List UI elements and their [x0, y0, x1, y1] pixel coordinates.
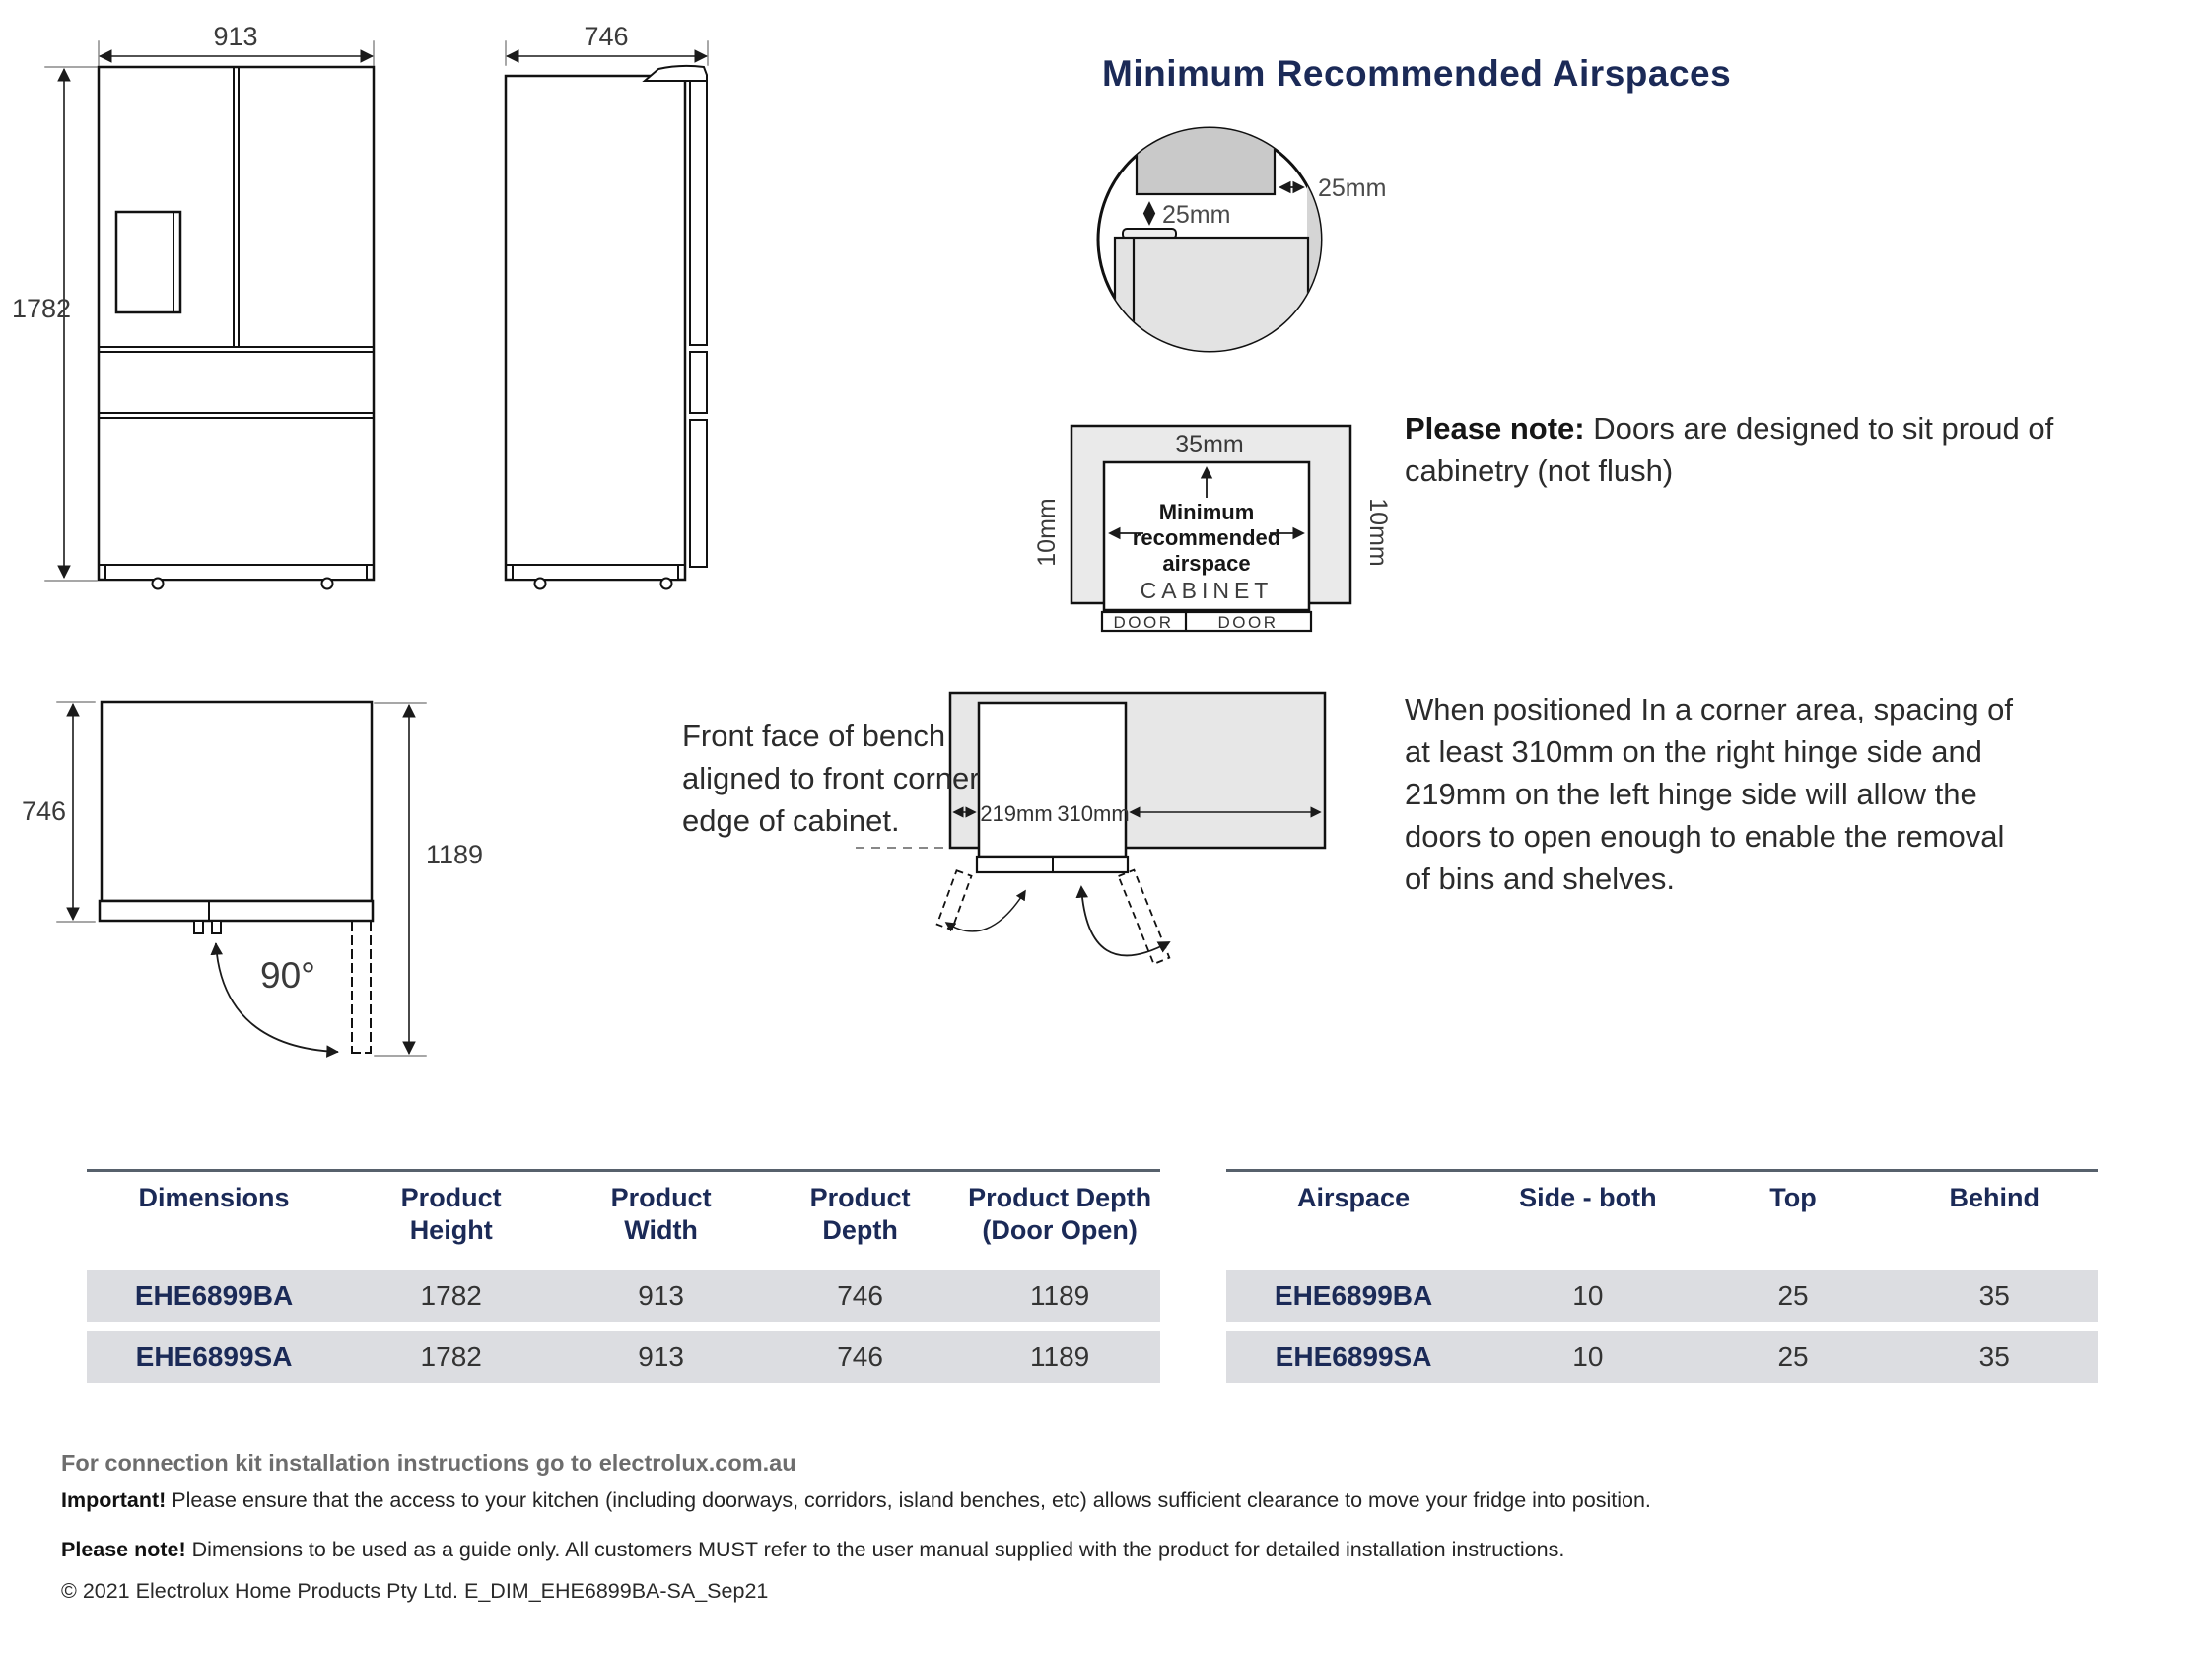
airspace-circle-diagram [1098, 110, 1386, 364]
side-cell: 10 [1572, 1341, 1604, 1372]
door-top-cap [645, 66, 707, 81]
front-width-label: 913 [213, 22, 258, 51]
dimensions-table-rows [87, 1270, 1160, 1383]
airspace-table [1226, 1169, 2098, 1392]
top-cell: 25 [1777, 1279, 1809, 1311]
foot [322, 579, 333, 589]
airspace-table-rows [1226, 1270, 2098, 1383]
right-door-swing-arc [1081, 887, 1169, 955]
side-gap-label: 25mm [1318, 174, 1387, 202]
guide-note-label: Please note! [61, 1538, 186, 1561]
model-cell: EHE6899BA [1274, 1279, 1433, 1311]
foot [153, 579, 164, 589]
model-cell: EHE6899BA [134, 1279, 294, 1311]
open-depth-label: 1189 [426, 840, 484, 869]
col-header-product-depth [761, 1182, 959, 1247]
behind-cell: 35 [1978, 1279, 2010, 1311]
vertical-gap-label: 25mm [1162, 201, 1231, 229]
header-label: Top [1769, 1183, 1817, 1212]
airspace-text-line1: Minimum [1158, 500, 1255, 524]
door-handle [194, 921, 203, 933]
airspace-table-header [1226, 1172, 2098, 1247]
height-cell: 1782 [420, 1341, 482, 1372]
top-view-body [102, 702, 372, 901]
left-hinge-gap-label: 219mm [980, 801, 1053, 826]
col-header-product-width [561, 1182, 761, 1247]
depth-cell: 746 [837, 1279, 883, 1311]
door-angle-label: 90° [260, 955, 315, 996]
door-handle [212, 921, 221, 933]
fridge-body-section [1115, 238, 1308, 364]
header-label: Product Depth (Door Open) [968, 1183, 1152, 1245]
door-label-left: DOOR [1113, 613, 1174, 632]
doors-proud-note [1405, 407, 2055, 492]
col-header-product-height [341, 1182, 561, 1247]
guide-note-text: Dimensions to be used as a guide only. All customers MUST refer to the user manual supplied with the product for detailed installation instructions. [185, 1538, 1565, 1561]
col-header-dimensions [87, 1182, 341, 1247]
col-header-product-depth-door-open [959, 1182, 1160, 1247]
fridge-front-view [12, 22, 374, 589]
important-text: Please ensure that the access to your kitchen (including doorways, corridors, island benches, etc) allows sufficient clearance to move your fridge into position. [166, 1488, 1651, 1512]
circle-contents [1115, 110, 1346, 364]
fridge-front-outline [99, 67, 374, 580]
header-label: Product Height [400, 1183, 502, 1245]
right-gap-label: 10mm [1364, 498, 1392, 567]
side-door-panel [690, 81, 707, 345]
side-drawer-panel [690, 420, 707, 567]
top-cell: 25 [1777, 1341, 1809, 1372]
airspace-text-line2: recommended [1132, 525, 1281, 550]
col-header-top [1695, 1182, 1892, 1247]
behind-cell: 35 [1978, 1341, 2010, 1372]
airspace-text-line3: airspace [1162, 551, 1251, 576]
header-label: Product Width [610, 1183, 712, 1245]
front-height-label: 1782 [12, 294, 72, 323]
header-label: Airspace [1297, 1183, 1411, 1212]
guide-note [61, 1538, 2141, 1562]
doors-note-label: Please note: [1405, 411, 1585, 446]
side-drawer-panel [690, 352, 707, 413]
cabinet-airspace-diagram [1033, 426, 1392, 632]
important-note [61, 1488, 2141, 1513]
header-label: Dimensions [138, 1183, 290, 1212]
depth-open-cell: 1189 [1030, 1341, 1090, 1372]
copyright-line: © 2021 Electrolux Home Products Pty Ltd. E_DIM_EHE6899BA-SA_Sep21 [61, 1579, 769, 1603]
table-row [1226, 1270, 2098, 1322]
width-cell: 913 [638, 1341, 684, 1372]
model-cell: EHE6899SA [135, 1341, 293, 1372]
header-label: Side - both [1519, 1183, 1657, 1212]
right-hinge-gap-label: 310mm [1057, 801, 1130, 826]
door-label-right: DOOR [1217, 613, 1279, 632]
depth-open-cell: 1189 [1030, 1279, 1090, 1311]
page-title: Minimum Recommended Airspaces [1102, 53, 1732, 94]
table-row [1226, 1331, 2098, 1383]
col-header-behind [1891, 1182, 2098, 1247]
top-view-doors [100, 901, 373, 921]
left-gap-label: 10mm [1033, 498, 1061, 567]
ice-water-dispenser [116, 212, 180, 312]
height-cell: 1782 [420, 1279, 482, 1311]
col-header-airspace [1226, 1182, 1481, 1247]
cabinet-label: CABINET [1140, 578, 1274, 603]
plinth [513, 565, 678, 580]
doors-note-text: Doors are designed to sit proud of cabinetry (not flush) [1405, 411, 2054, 488]
col-header-side-both [1481, 1182, 1694, 1247]
fridge-top-view [22, 702, 483, 1056]
fridge-side-body [506, 76, 685, 580]
open-right-door-dashed [1119, 870, 1170, 964]
table-row [87, 1270, 1160, 1322]
fridge-side-view [506, 22, 708, 589]
width-cell: 913 [638, 1279, 684, 1311]
side-depth-label: 746 [584, 22, 629, 51]
bench-alignment-note: Front face of bench aligned to front corner edge of cabinet. [682, 719, 980, 838]
important-label: Important! [61, 1488, 167, 1512]
top-depth-label: 746 [22, 796, 67, 826]
dimensions-table [87, 1169, 1160, 1392]
foot [535, 579, 546, 589]
foot [661, 579, 672, 589]
open-left-door-dashed [937, 870, 972, 930]
connection-kit-note: For connection kit installation instructions go to electrolux.com.au [61, 1450, 796, 1476]
table-row [87, 1331, 1160, 1383]
overhead-cabinet [1137, 110, 1275, 194]
corner-spacing-note: When positioned In a corner area, spacing of at least 310mm on the right hinge side and 219mm on the left hinge side will allow the doors to open enough to enable the removal of bins and shelves. [1405, 692, 2013, 896]
side-cell: 10 [1572, 1279, 1604, 1311]
model-cell: EHE6899SA [1275, 1341, 1432, 1372]
header-label: Behind [1949, 1183, 2039, 1212]
dimensions-table-header [87, 1172, 1160, 1247]
header-label: Product Depth [809, 1183, 911, 1245]
depth-cell: 746 [837, 1341, 883, 1372]
top-gap-label: 35mm [1175, 431, 1244, 458]
